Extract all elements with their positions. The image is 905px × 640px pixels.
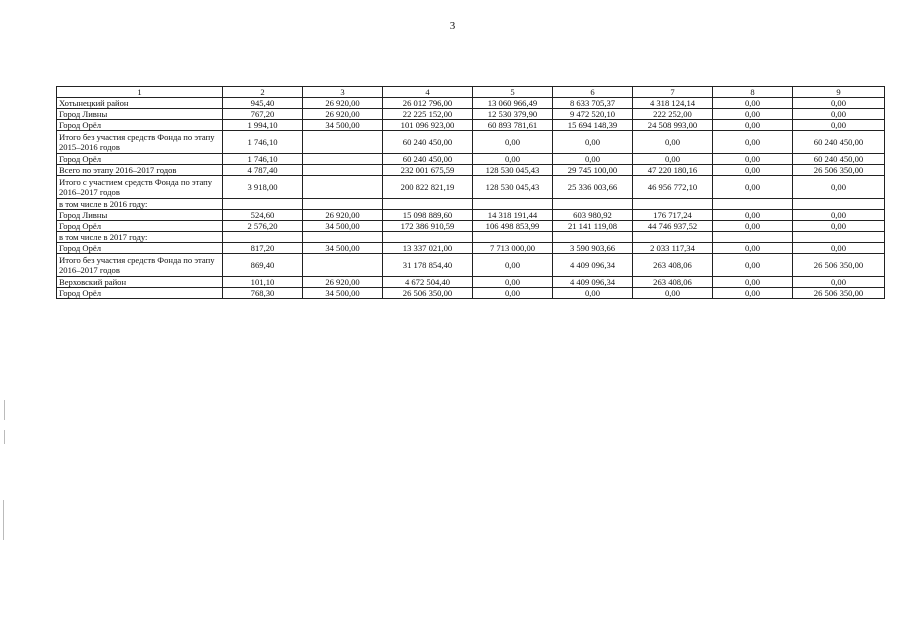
- table-row: [57, 232, 885, 243]
- row-label-cell: в том числе в 2016 году:: [57, 199, 223, 210]
- value-cell: 945,40: [223, 98, 303, 109]
- row-label-cell: Хотынецкий район: [57, 98, 223, 109]
- value-cell: 263 408,06: [633, 277, 713, 288]
- value-cell: [713, 199, 793, 210]
- page-number: 3: [449, 20, 456, 32]
- value-cell: 0,00: [473, 131, 553, 154]
- value-cell: 22 225 152,00: [383, 109, 473, 120]
- value-cell: 263 408,06: [633, 254, 713, 277]
- value-cell: 4 787,40: [223, 165, 303, 176]
- value-cell: 0,00: [793, 243, 885, 254]
- column-header-4: 4: [383, 87, 473, 98]
- value-cell: 101,10: [223, 277, 303, 288]
- value-cell: 12 530 379,90: [473, 109, 553, 120]
- value-cell: [223, 232, 303, 243]
- value-cell: 0,00: [473, 154, 553, 165]
- value-cell: [633, 199, 713, 210]
- value-cell: 60 240 450,00: [793, 131, 885, 154]
- value-cell: 128 530 045,43: [473, 165, 553, 176]
- value-cell: 0,00: [793, 176, 885, 199]
- column-header-6: 6: [553, 87, 633, 98]
- row-label-cell: Итого без участия средств Фонда по этапу 2015–2016 годов: [57, 131, 223, 154]
- table-row: [57, 176, 885, 199]
- value-cell: [303, 131, 383, 154]
- value-cell: 15 694 148,39: [553, 120, 633, 131]
- value-cell: 1 746,10: [223, 154, 303, 165]
- value-cell: 0,00: [713, 154, 793, 165]
- value-cell: 8 633 705,37: [553, 98, 633, 109]
- value-cell: 0,00: [713, 98, 793, 109]
- row-label-cell: Итого с участием средств Фонда по этапу 2016–2017 годов: [57, 176, 223, 199]
- value-cell: [303, 254, 383, 277]
- scan-artifact: [4, 400, 5, 420]
- table-row: [57, 131, 885, 154]
- value-cell: 0,00: [713, 254, 793, 277]
- value-cell: 3 590 903,66: [553, 243, 633, 254]
- value-cell: 0,00: [793, 277, 885, 288]
- row-label-cell: Город Орёл: [57, 221, 223, 232]
- value-cell: 0,00: [633, 288, 713, 299]
- value-cell: 0,00: [793, 109, 885, 120]
- value-cell: 13 337 021,00: [383, 243, 473, 254]
- value-cell: 34 500,00: [303, 243, 383, 254]
- value-cell: 44 746 937,52: [633, 221, 713, 232]
- value-cell: 0,00: [553, 154, 633, 165]
- value-cell: 46 956 772,10: [633, 176, 713, 199]
- value-cell: 26 506 350,00: [793, 254, 885, 277]
- table-row: [57, 199, 885, 210]
- column-header-1: 1: [57, 87, 223, 98]
- value-cell: 21 141 119,08: [553, 221, 633, 232]
- table-row: [57, 254, 885, 277]
- value-cell: [553, 232, 633, 243]
- value-cell: 25 336 003,66: [553, 176, 633, 199]
- value-cell: 2 576,20: [223, 221, 303, 232]
- value-cell: 0,00: [473, 254, 553, 277]
- value-cell: [633, 232, 713, 243]
- value-cell: 767,20: [223, 109, 303, 120]
- value-cell: 101 096 923,00: [383, 120, 473, 131]
- column-header-5: 5: [473, 87, 553, 98]
- value-cell: [473, 199, 553, 210]
- value-cell: [553, 199, 633, 210]
- value-cell: [383, 232, 473, 243]
- value-cell: 0,00: [553, 288, 633, 299]
- value-cell: 4 672 504,40: [383, 277, 473, 288]
- value-cell: 3 918,00: [223, 176, 303, 199]
- value-cell: 0,00: [713, 120, 793, 131]
- value-cell: 0,00: [633, 154, 713, 165]
- row-label-cell: Верховский район: [57, 277, 223, 288]
- value-cell: [303, 154, 383, 165]
- row-label-cell: Город Орёл: [57, 120, 223, 131]
- value-cell: 26 506 350,00: [383, 288, 473, 299]
- value-cell: [383, 199, 473, 210]
- value-cell: 222 252,00: [633, 109, 713, 120]
- header-row: [57, 87, 885, 98]
- value-cell: 0,00: [713, 277, 793, 288]
- value-cell: 1 994,10: [223, 120, 303, 131]
- value-cell: 0,00: [713, 176, 793, 199]
- column-header-8: 8: [713, 87, 793, 98]
- value-cell: [303, 165, 383, 176]
- table-row: [57, 165, 885, 176]
- row-label-cell: Итого без участия средств Фонда по этапу 2016–2017 годов: [57, 254, 223, 277]
- table-row: [57, 120, 885, 131]
- table-row: [57, 288, 885, 299]
- value-cell: 0,00: [793, 210, 885, 221]
- value-cell: 817,20: [223, 243, 303, 254]
- value-cell: 34 500,00: [303, 221, 383, 232]
- value-cell: 31 178 854,40: [383, 254, 473, 277]
- value-cell: 0,00: [793, 98, 885, 109]
- scan-artifact: [3, 500, 4, 540]
- value-cell: 0,00: [713, 165, 793, 176]
- value-cell: 4 318 124,14: [633, 98, 713, 109]
- value-cell: 26 012 796,00: [383, 98, 473, 109]
- value-cell: [793, 199, 885, 210]
- table-row: [57, 221, 885, 232]
- value-cell: 0,00: [553, 131, 633, 154]
- value-cell: [303, 176, 383, 199]
- value-cell: 0,00: [713, 109, 793, 120]
- value-cell: 15 098 889,60: [383, 210, 473, 221]
- value-cell: [223, 199, 303, 210]
- value-cell: 232 001 675,59: [383, 165, 473, 176]
- value-cell: [303, 232, 383, 243]
- value-cell: 128 530 045,43: [473, 176, 553, 199]
- value-cell: 26 506 350,00: [793, 165, 885, 176]
- column-header-7: 7: [633, 87, 713, 98]
- row-label-cell: в том числе в 2017 году:: [57, 232, 223, 243]
- value-cell: 34 500,00: [303, 120, 383, 131]
- table-body: [57, 98, 885, 299]
- value-cell: 4 409 096,34: [553, 277, 633, 288]
- value-cell: 13 060 966,49: [473, 98, 553, 109]
- value-cell: 0,00: [793, 221, 885, 232]
- value-cell: 26 920,00: [303, 277, 383, 288]
- row-label-cell: Город Ливны: [57, 109, 223, 120]
- row-label-cell: Город Орёл: [57, 243, 223, 254]
- value-cell: 2 033 117,34: [633, 243, 713, 254]
- value-cell: 0,00: [713, 243, 793, 254]
- value-cell: 26 920,00: [303, 109, 383, 120]
- value-cell: 524,60: [223, 210, 303, 221]
- value-cell: [713, 232, 793, 243]
- value-cell: 106 498 853,99: [473, 221, 553, 232]
- value-cell: 29 745 100,00: [553, 165, 633, 176]
- column-header-9: 9: [793, 87, 885, 98]
- value-cell: 869,40: [223, 254, 303, 277]
- value-cell: 24 508 993,00: [633, 120, 713, 131]
- row-label-cell: Всего по этапу 2016–2017 годов: [57, 165, 223, 176]
- value-cell: 60 240 450,00: [383, 131, 473, 154]
- value-cell: 60 893 781,61: [473, 120, 553, 131]
- value-cell: 7 713 000,00: [473, 243, 553, 254]
- column-header-2: 2: [223, 87, 303, 98]
- value-cell: 0,00: [473, 288, 553, 299]
- value-cell: 47 220 180,16: [633, 165, 713, 176]
- table-row: [57, 210, 885, 221]
- value-cell: 60 240 450,00: [793, 154, 885, 165]
- value-cell: 768,30: [223, 288, 303, 299]
- row-label-cell: Город Орёл: [57, 154, 223, 165]
- value-cell: 26 920,00: [303, 210, 383, 221]
- column-header-3: 3: [303, 87, 383, 98]
- value-cell: 0,00: [713, 288, 793, 299]
- value-cell: 14 318 191,44: [473, 210, 553, 221]
- table-row: [57, 154, 885, 165]
- value-cell: 0,00: [713, 131, 793, 154]
- value-cell: 1 746,10: [223, 131, 303, 154]
- value-cell: [303, 199, 383, 210]
- value-cell: 26 920,00: [303, 98, 383, 109]
- data-table: [56, 86, 885, 299]
- row-label-cell: Город Ливны: [57, 210, 223, 221]
- value-cell: 4 409 096,34: [553, 254, 633, 277]
- table-row: [57, 277, 885, 288]
- value-cell: 172 386 910,59: [383, 221, 473, 232]
- row-label-cell: Город Орёл: [57, 288, 223, 299]
- value-cell: 0,00: [473, 277, 553, 288]
- value-cell: 603 980,92: [553, 210, 633, 221]
- table-row: [57, 98, 885, 109]
- value-cell: 176 717,24: [633, 210, 713, 221]
- scan-artifact: [4, 430, 5, 444]
- value-cell: [473, 232, 553, 243]
- value-cell: 0,00: [713, 210, 793, 221]
- value-cell: 0,00: [713, 221, 793, 232]
- value-cell: 26 506 350,00: [793, 288, 885, 299]
- value-cell: 200 822 821,19: [383, 176, 473, 199]
- value-cell: 60 240 450,00: [383, 154, 473, 165]
- value-cell: 34 500,00: [303, 288, 383, 299]
- table-row: [57, 243, 885, 254]
- table-row: [57, 109, 885, 120]
- value-cell: [793, 232, 885, 243]
- value-cell: 9 472 520,10: [553, 109, 633, 120]
- value-cell: 0,00: [633, 131, 713, 154]
- value-cell: 0,00: [793, 120, 885, 131]
